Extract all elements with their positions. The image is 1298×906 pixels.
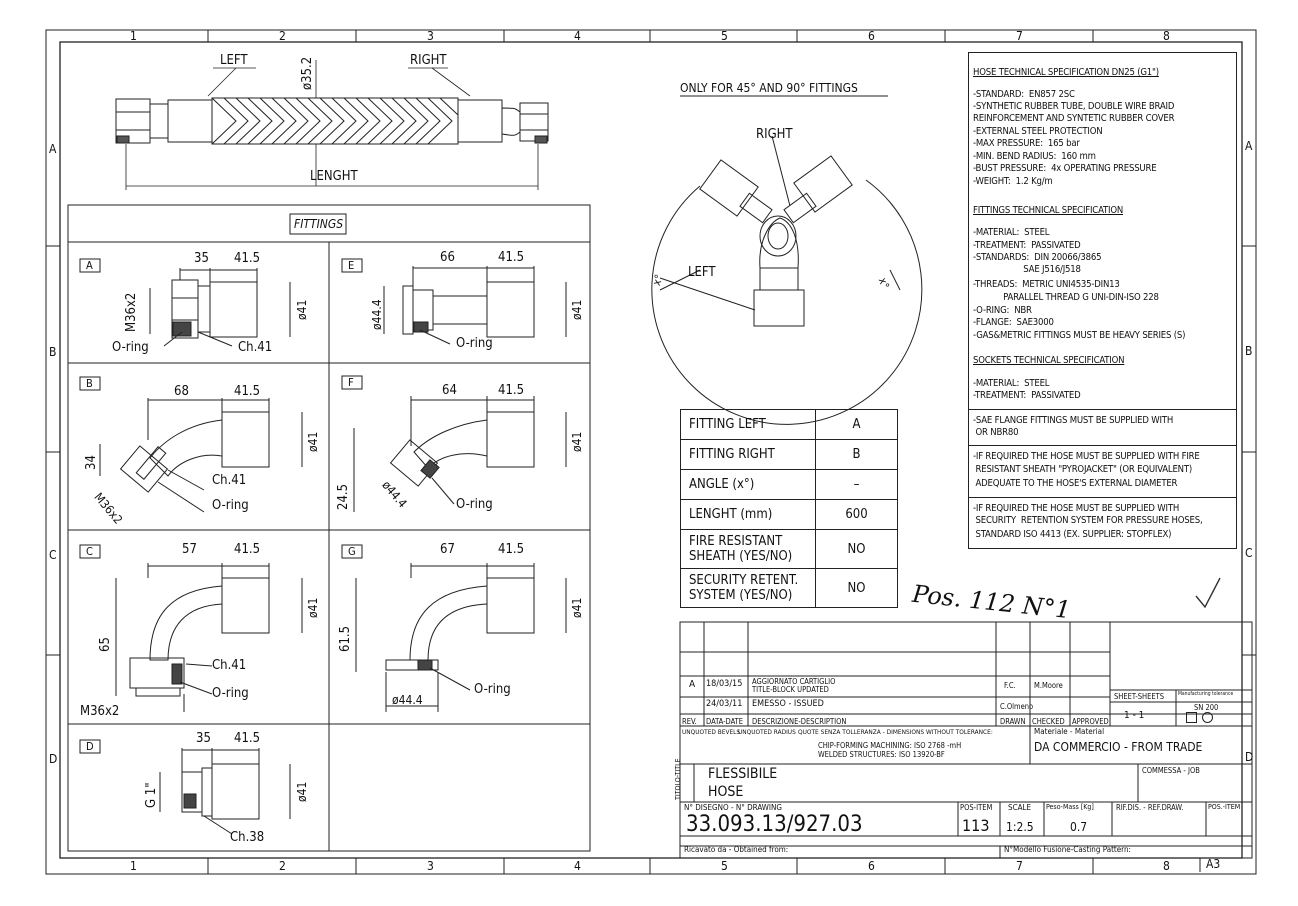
- title-line-1: FLESSIBILE: [708, 766, 778, 782]
- fitting-d-dia: ø41: [295, 781, 309, 802]
- fittings-spec-line: SAE J516/J518: [973, 264, 1081, 275]
- note-line: STANDARD ISO 4413 (EX. SUPPLIER: STOPFLEX): [973, 529, 1172, 540]
- table-row: [681, 410, 898, 440]
- table-row: [681, 500, 898, 530]
- hose-spec-title: HOSE TECHNICAL SPECIFICATION DN25 (G1"): [973, 67, 1159, 78]
- fitting-c-oring: O-ring: [212, 686, 249, 701]
- fitting-f-dim1: 64: [442, 383, 457, 398]
- fitting-f-height: 24.5: [336, 483, 351, 510]
- note-line: -IF REQUIRED THE HOSE MUST BE SUPPLIED WITH: [973, 503, 1180, 514]
- fitting-g-flange: ø44.4: [392, 693, 423, 707]
- table-cell-label: LENGHT (mm): [681, 500, 816, 530]
- checkmark-icon: [1196, 578, 1220, 607]
- scale-value: 1:2.5: [1006, 820, 1034, 834]
- col-1-bottom: 1: [130, 859, 137, 873]
- col-6: 6: [868, 29, 875, 43]
- row-b-right: B: [1245, 344, 1253, 358]
- fitting-a-oring: O-ring: [112, 340, 149, 355]
- drawing-label: N° DISEGNO - N° DRAWING: [684, 803, 783, 812]
- note-line: RESISTANT SHEATH "PYROJACKET" (OR EQUIVALENT): [973, 464, 1193, 475]
- angle-view-title: ONLY FOR 45° AND 90° FITTINGS: [680, 81, 858, 95]
- tol-welded: WELDED STRUCTURES: ISO 13920-BF: [818, 750, 945, 759]
- hose-spec-line: -SYNTHETIC RUBBER TUBE, DOUBLE WIRE BRAID: [973, 101, 1175, 112]
- fittings-spec-line: -GAS&METRIC FITTINGS MUST BE HEAVY SERIES (S): [973, 330, 1186, 341]
- fitting-f-letter: F: [348, 376, 354, 389]
- col-7: 7: [1016, 29, 1023, 43]
- fittings-spec-title: FITTINGS TECHNICAL SPECIFICATION: [973, 205, 1124, 216]
- tol-machining: CHIP-FORMING MACHINING: ISO 2768 -mH: [818, 741, 962, 750]
- tol-general: QUOTE SENZA TOLLERANZA - DIMENSIONS WITHOUT TOLERANCE:: [798, 728, 993, 736]
- spec-panel: [968, 52, 1237, 549]
- fitting-e-dia: ø41: [570, 299, 584, 320]
- note-line: OR NBR80: [973, 427, 1019, 438]
- fitting-a-hex: Ch.41: [238, 340, 273, 355]
- fitting-e-dim1: 66: [440, 250, 455, 265]
- title-label: TITOLO-TITLE: [674, 758, 682, 800]
- fitting-d-dim1: 35: [196, 731, 211, 746]
- fitting-c-thread: M36x2: [80, 704, 120, 719]
- fitting-e-dim2: 41.5: [498, 250, 525, 265]
- proj-label: Manufacturing tolerance: [1178, 691, 1234, 697]
- mass-label: Peso-Mass [Kg]: [1046, 803, 1094, 811]
- fittings-spec-line: -O-RING: NBR: [973, 305, 1032, 316]
- fitting-b-dia: ø41: [306, 431, 320, 452]
- rev-0-drawn: C.Olmeno: [1000, 702, 1034, 711]
- fitting-g-dim2: 41.5: [498, 542, 525, 557]
- pos2-label: POS.-ITEM: [1208, 803, 1241, 811]
- rev-a-checked: M.Moore: [1034, 681, 1063, 690]
- hdr-approved: APPROVED: [1072, 717, 1109, 726]
- fitting-table: [680, 409, 898, 608]
- projection-circle-icon: [1202, 712, 1213, 723]
- sheet-label: SHEET-SHEETS: [1114, 692, 1165, 701]
- row-a: A: [49, 142, 57, 156]
- table-cell-label: FIRE RESISTANT SHEATH (YES/NO): [681, 530, 816, 569]
- row-c: C: [49, 548, 57, 562]
- fitting-a-letter: A: [86, 259, 93, 272]
- row-c-right: C: [1245, 546, 1253, 560]
- fitting-d-hex: Ch.38: [230, 830, 265, 845]
- hdr-checked: CHECKED: [1032, 717, 1065, 726]
- row-b: B: [49, 345, 57, 359]
- format: A3: [1206, 857, 1221, 871]
- fitting-b-hex: Ch.41: [212, 473, 247, 488]
- row-d: D: [49, 752, 58, 766]
- fitting-c-dim1: 57: [182, 542, 197, 557]
- note-line: ADEQUATE TO THE HOSE'S EXTERNAL DIAMETER: [973, 478, 1178, 489]
- hose-spec-line: -EXTERNAL STEEL PROTECTION: [973, 126, 1103, 137]
- fitting-b-thread: M36x2: [91, 490, 126, 527]
- ref-label: RIF.DIS. - REF.DRAW.: [1116, 803, 1184, 812]
- hdr-date: DATA-DATE: [706, 717, 743, 726]
- fittings-title: FITTINGS: [294, 217, 344, 231]
- fitting-b-letter: B: [86, 377, 93, 390]
- sockets-spec-line: -MATERIAL: STEEL: [973, 378, 1050, 389]
- angle-view-right: RIGHT: [756, 127, 793, 142]
- hose-spec-line: -STANDARD: EN857 2SC: [973, 89, 1075, 100]
- fitting-e-oring: O-ring: [456, 336, 493, 351]
- fitting-b-dim1: 68: [174, 384, 189, 399]
- table-cell-value: NO: [816, 530, 898, 569]
- angle-view-x-right: x°: [875, 276, 892, 291]
- fitting-f-dia: ø41: [570, 431, 584, 452]
- table-cell-label: FITTING LEFT: [681, 410, 816, 440]
- pos-label: POS-ITEM: [960, 803, 993, 812]
- table-row: [681, 530, 898, 569]
- col-4-bottom: 4: [574, 859, 581, 873]
- col-7-bottom: 7: [1016, 859, 1023, 873]
- col-8-bottom: 8: [1163, 859, 1170, 873]
- col-2-bottom: 2: [279, 859, 286, 873]
- pos-value: 113: [962, 816, 990, 835]
- rev-a-desc2: TITLE-BLOCK UPDATED: [752, 685, 829, 694]
- fitting-g-height: 61.5: [338, 625, 353, 652]
- job-label: COMMESSA - JOB: [1142, 766, 1200, 775]
- fitting-g-oring: O-ring: [474, 682, 511, 697]
- angle-view-x-left: x°: [650, 272, 666, 288]
- fitting-f-dim2: 41.5: [498, 383, 525, 398]
- tol-radius: UNQUOTED RADIUS: [738, 728, 796, 736]
- mass-value: 0.7: [1070, 820, 1088, 834]
- projection-box-icon: [1186, 712, 1197, 723]
- fitting-a-dim2: 41.5: [234, 251, 261, 266]
- col-3: 3: [427, 29, 434, 43]
- fitting-a-dia: ø41: [295, 299, 309, 320]
- obtained-from: Ricavato da - Obtained from:: [684, 845, 789, 854]
- angle-view: [652, 96, 922, 424]
- fittings-spec-line: -FLANGE: SAE3000: [973, 317, 1054, 328]
- table-row: [681, 440, 898, 470]
- fitting-b-dim2: 41.5: [234, 384, 261, 399]
- fitting-f-flange: ø44.4: [379, 478, 410, 511]
- title-line-2: HOSE: [708, 784, 744, 800]
- table-row: [681, 569, 898, 608]
- fitting-g-letter: G: [348, 545, 356, 558]
- col-6-bottom: 6: [868, 859, 875, 873]
- table-cell-value: A: [816, 410, 898, 440]
- hose-spec-line: REINFORCEMENT AND SYNTETIC RUBBER COVER: [973, 113, 1175, 124]
- fitting-b-oring: O-ring: [212, 498, 249, 513]
- fitting-c-letter: C: [86, 545, 93, 558]
- fitting-g-dim1: 67: [440, 542, 455, 557]
- fitting-a-thread: M36x2: [124, 292, 139, 332]
- col-5-bottom: 5: [721, 859, 728, 873]
- fitting-d-thread: G 1": [144, 782, 159, 808]
- hose-assembly: [116, 98, 548, 144]
- col-5: 5: [721, 29, 728, 43]
- col-4: 4: [574, 29, 581, 43]
- fittings-spec-line: PARALLEL THREAD G UNI-DIN-ISO 228: [973, 292, 1159, 303]
- hdr-desc: DESCRIZIONE-DESCRIPTION: [752, 717, 847, 726]
- fittings-spec-line: -STANDARDS: DIN 20066/3865: [973, 252, 1102, 263]
- col-8: 8: [1163, 29, 1170, 43]
- note-line: SECURITY RETENTION SYSTEM FOR PRESSURE HOSES,: [973, 515, 1203, 526]
- hdr-drawn: DRAWN: [1000, 717, 1026, 726]
- table-cell-value: –: [816, 470, 898, 500]
- casting-pattern: N°Modello Fusione-Casting Pattern:: [1004, 845, 1131, 854]
- table-cell-label: SECURITY RETENT. SYSTEM (YES/NO): [681, 569, 816, 608]
- rev-0-desc: EMESSO - ISSUED: [752, 699, 824, 709]
- fittings-spec-line: -TREATMENT: PASSIVATED: [973, 240, 1081, 251]
- note-line: -IF REQUIRED THE HOSE MUST BE SUPPLIED WITH FIRE: [973, 451, 1200, 462]
- row-d-right: D: [1245, 750, 1254, 764]
- note-line: -SAE FLANGE FITTINGS MUST BE SUPPLIED WITH: [973, 415, 1174, 426]
- drawing-number: 33.093.13/927.03: [686, 812, 863, 837]
- tol-bevels: UNQUOTED BEVELS: [682, 728, 741, 736]
- fitting-f-oring: O-ring: [456, 497, 493, 512]
- material-value: DA COMMERCIO - FROM TRADE: [1034, 740, 1203, 754]
- fitting-g-dia: ø41: [570, 597, 584, 618]
- table-cell-label: ANGLE (x°): [681, 470, 816, 500]
- col-2: 2: [279, 29, 286, 43]
- table-cell-label: FITTING RIGHT: [681, 440, 816, 470]
- fittings-grid: [68, 205, 590, 851]
- fitting-b-height: 34: [84, 455, 99, 470]
- fittings-spec-line: -MATERIAL: STEEL: [973, 227, 1050, 238]
- col-1: 1: [130, 29, 137, 43]
- fitting-c-dim2: 41.5: [234, 542, 261, 557]
- handwritten-note: Pos. 112 N°1: [910, 579, 1072, 625]
- fitting-d-dim2: 41.5: [234, 731, 261, 746]
- row-a-right: A: [1245, 139, 1253, 153]
- hose-length-label: LENGHT: [310, 169, 358, 184]
- angle-view-left: LEFT: [688, 265, 716, 280]
- table-cell-value: NO: [816, 569, 898, 608]
- table-cell-value: B: [816, 440, 898, 470]
- hose-spec-line: -MAX PRESSURE: 165 bar: [973, 138, 1080, 149]
- rev-0-date: 24/03/11: [706, 699, 743, 709]
- hdr-rev: REV.: [682, 717, 697, 726]
- fitting-d-letter: D: [86, 740, 94, 753]
- fitting-e-letter: E: [348, 259, 355, 272]
- hose-diameter: ø35.2: [300, 56, 315, 90]
- sockets-spec-title: SOCKETS TECHNICAL SPECIFICATION: [973, 355, 1125, 366]
- table-cell-value: 600: [816, 500, 898, 530]
- hose-spec-line: -WEIGHT: 1.2 Kg/m: [973, 176, 1053, 187]
- fitting-c-hex: Ch.41: [212, 658, 247, 673]
- hose-left-label: LEFT: [220, 53, 248, 68]
- material-label: Materiale - Material: [1034, 727, 1105, 736]
- hose-spec-line: -MIN. BEND RADIUS: 160 mm: [973, 151, 1096, 162]
- sockets-spec-line: -TREATMENT: PASSIVATED: [973, 390, 1081, 401]
- fittings-spec-line: -THREADS: METRIC UNI4535-DIN13: [973, 279, 1120, 290]
- rev-a-drawn: F.C.: [1004, 681, 1016, 690]
- fitting-c-dia: ø41: [306, 597, 320, 618]
- std-label: SN 200: [1194, 703, 1219, 712]
- hose-right-label: RIGHT: [410, 53, 447, 68]
- sheet-value: 1 - 1: [1124, 710, 1145, 721]
- fitting-a-dim1: 35: [194, 251, 209, 266]
- fitting-e-flange: ø44.4: [370, 299, 384, 330]
- col-3-bottom: 3: [427, 859, 434, 873]
- table-row: [681, 470, 898, 500]
- rev-a-date: 18/03/15: [706, 679, 743, 689]
- rev-a-desc1: AGGIORNATO CARTIGLIO: [752, 677, 836, 686]
- rev-a: A: [689, 679, 696, 690]
- scale-label: SCALE: [1008, 803, 1032, 812]
- hose-spec-line: -BUST PRESSURE: 4x OPERATING PRESSURE: [973, 163, 1157, 174]
- fitting-c-height: 65: [98, 637, 113, 652]
